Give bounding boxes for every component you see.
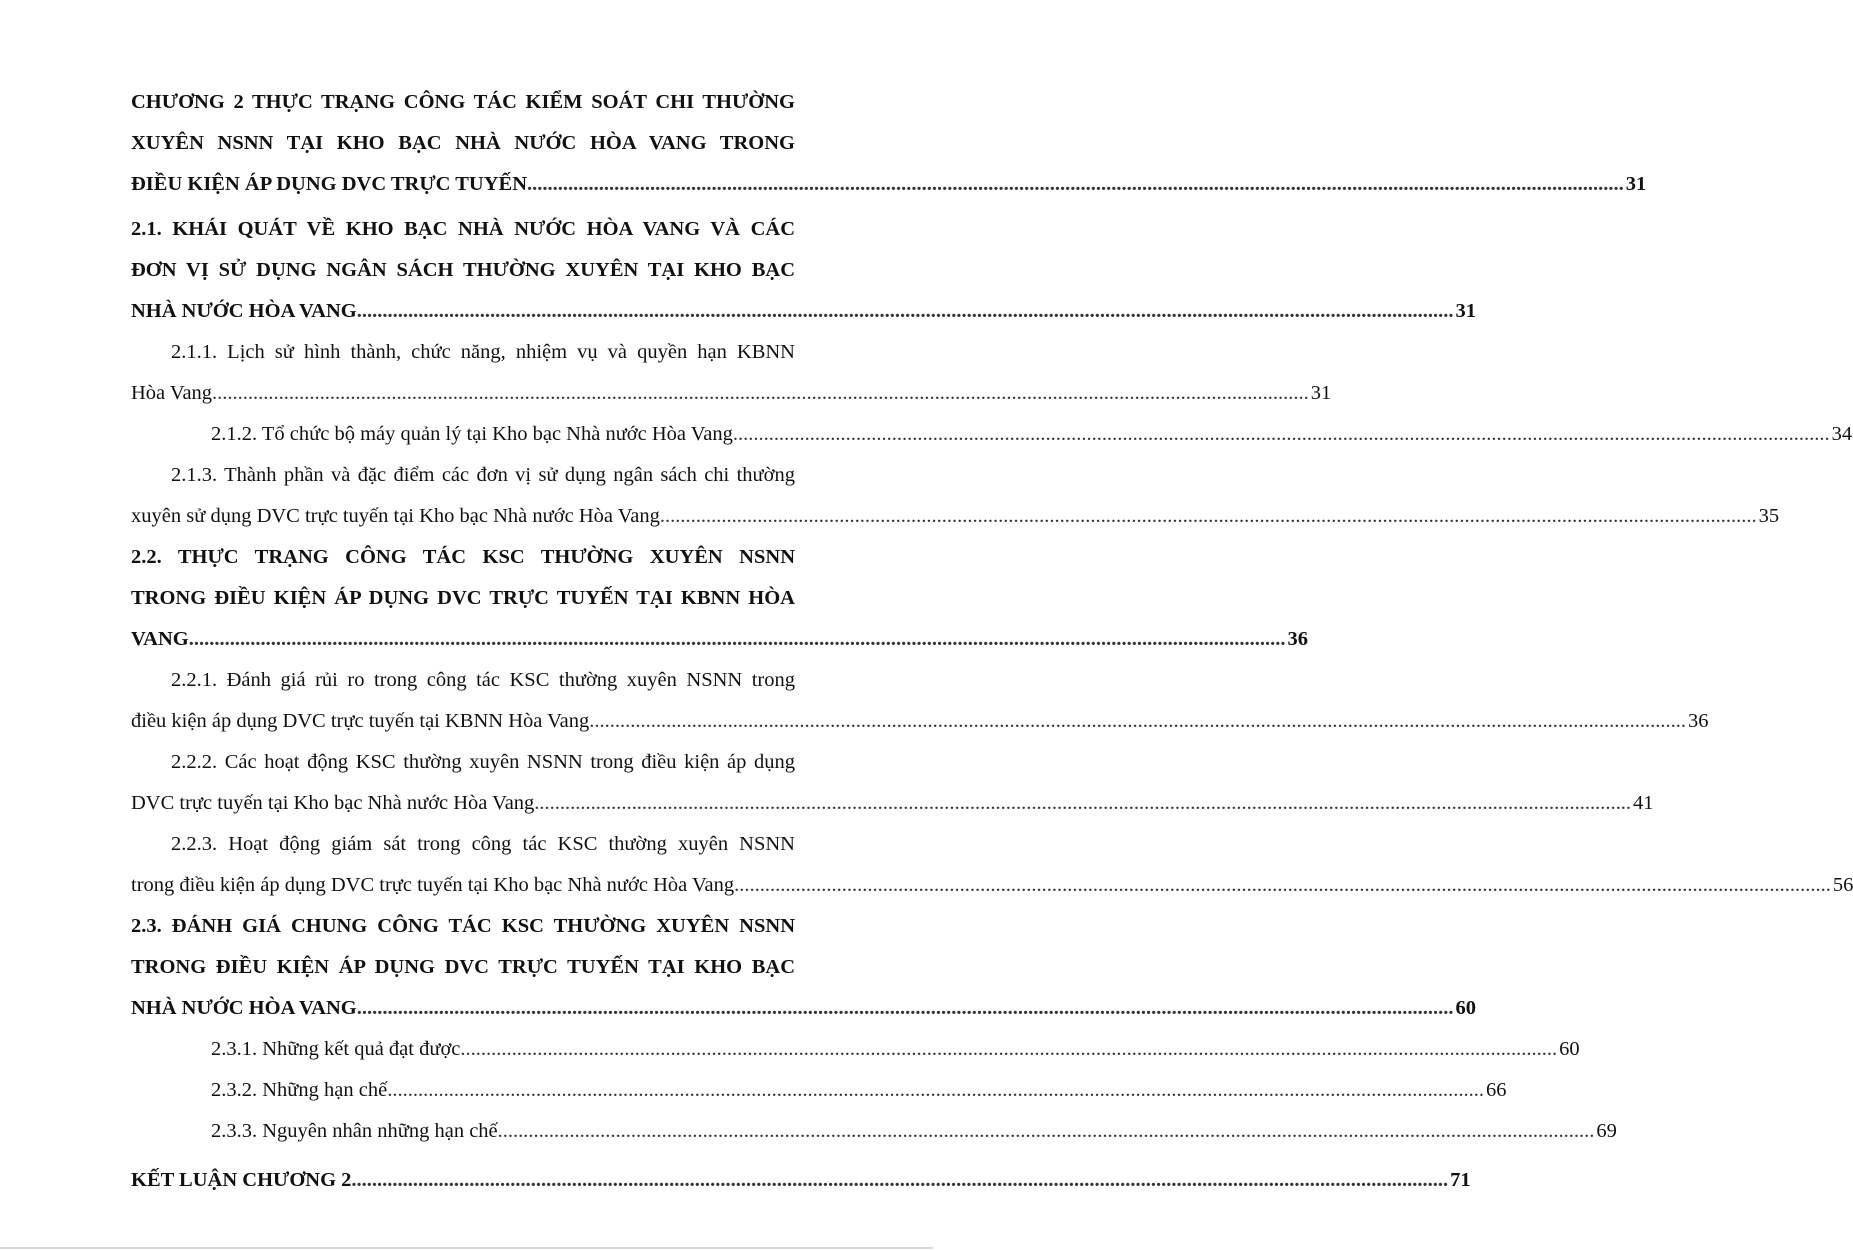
toc-line: 2.2. THỰC TRẠNG CÔNG TÁC KSC THƯỜNG XUYÊN NSNN (131, 546, 795, 568)
toc-entry-title: Hòa Vang (131, 382, 213, 404)
toc-subsection[interactable] (131, 1029, 1580, 1070)
dot-leader (660, 505, 1757, 527)
toc-entry-title: NHÀ NƯỚC HÒA VANG (131, 997, 357, 1019)
toc-entry-title: xuyên sử dụng DVC trực tuyến tại Kho bạc Nhà nước Hòa Vang (131, 505, 660, 527)
page-number: 31 (1625, 173, 1647, 195)
page-number: 31 (1310, 382, 1332, 404)
toc-entry-title: 2.3.3. Nguyên nhân những hạn chế (211, 1120, 498, 1142)
page-number: 31 (1455, 300, 1476, 322)
dot-leader (734, 874, 1831, 896)
toc-entry-title: 2.3.1. Những kết quả đạt được (211, 1038, 461, 1060)
page-number: 36 (1287, 628, 1308, 650)
toc-line: 2.1. KHÁI QUÁT VỀ KHO BẠC NHÀ NƯỚC HÒA VANG VÀ CÁC (131, 218, 795, 240)
page-number: 69 (1596, 1120, 1617, 1142)
toc-subsection[interactable] (131, 455, 1780, 537)
toc-last-line (131, 291, 1476, 332)
toc-line: 2.1.1. Lịch sử hình thành, chức năng, nhiệm vụ và quyền hạn KBNN (171, 341, 795, 363)
toc-last-line (131, 865, 1853, 906)
toc-subsection[interactable] (131, 1111, 1617, 1152)
toc-last-line (131, 496, 1780, 537)
toc-section[interactable] (131, 209, 1476, 332)
toc-line: TRONG ĐIỀU KIỆN ÁP DỤNG DVC TRỰC TUYẾN TẠI KHO BẠC (131, 956, 795, 978)
toc-line: TRONG ĐIỀU KIỆN ÁP DỤNG DVC TRỰC TUYẾN TẠI KBNN HÒA (131, 587, 795, 609)
toc-last-line (131, 619, 1308, 660)
toc-subsection[interactable] (131, 332, 1332, 414)
dot-leader (351, 1169, 1448, 1191)
dot-leader (534, 792, 1631, 814)
page-number: 60 (1455, 997, 1476, 1019)
dot-leader (527, 173, 1624, 195)
dot-leader (189, 628, 1286, 650)
toc-subsection[interactable] (131, 1070, 1507, 1111)
toc-last-line (131, 373, 1332, 414)
toc-subsection[interactable] (131, 660, 1709, 742)
dot-leader (589, 710, 1686, 732)
page-number: 35 (1758, 505, 1780, 527)
toc-entry-title: 2.1.2. Tổ chức bộ máy quản lý tại Kho bạc Nhà nước Hòa Vang (211, 423, 733, 445)
toc-chapter[interactable] (131, 82, 1647, 205)
page-number: 56 (1832, 874, 1853, 896)
toc-line: 2.2.3. Hoạt động giám sát trong công tác KSC thường xuyên NSNN (171, 833, 795, 855)
toc-last-line (131, 164, 1647, 205)
toc-last-line (131, 1111, 1617, 1152)
toc-entry-title: DVC trực tuyến tại Kho bạc Nhà nước Hòa Vang (131, 792, 535, 814)
toc-entry-title: NHÀ NƯỚC HÒA VANG (131, 300, 357, 322)
toc-entry-title: VANG (131, 628, 189, 650)
dot-leader (212, 382, 1309, 404)
toc-last-line (131, 1029, 1580, 1070)
page-number: 34 (1831, 423, 1853, 445)
page-number: 36 (1688, 710, 1709, 732)
dot-leader (387, 1079, 1484, 1101)
toc-line: CHƯƠNG 2 THỰC TRẠNG CÔNG TÁC KIỂM SOÁT CHI THƯỜNG (131, 91, 795, 113)
toc-section[interactable] (131, 537, 1308, 660)
page-number: 71 (1450, 1169, 1471, 1191)
toc-chapter[interactable] (131, 1160, 1471, 1201)
toc-entry-title: ĐIỀU KIỆN ÁP DỤNG DVC TRỰC TUYẾN (131, 173, 527, 195)
dot-leader (733, 423, 1830, 445)
toc-line: 2.1.3. Thành phần và đặc điểm các đơn vị sử dụng ngân sách chi thường (171, 464, 795, 486)
toc-line: 2.3. ĐÁNH GIÁ CHUNG CÔNG TÁC KSC THƯỜNG XUYÊN NSNN (131, 915, 795, 937)
page-number: 41 (1633, 792, 1654, 814)
dot-leader (498, 1120, 1595, 1142)
toc-last-line (131, 1070, 1507, 1111)
toc-entry-title: 2.3.2. Những hạn chế (211, 1079, 388, 1101)
page-number: 66 (1485, 1079, 1507, 1101)
toc-line: ĐƠN VỊ SỬ DỤNG NGÂN SÁCH THƯỜNG XUYÊN TẠI KHO BẠC (131, 259, 795, 281)
dot-leader (357, 997, 1454, 1019)
dot-leader (460, 1038, 1557, 1060)
toc-subsection[interactable] (131, 414, 1853, 455)
toc-last-line (131, 701, 1709, 742)
dot-leader (357, 300, 1454, 322)
toc-last-line (131, 783, 1654, 824)
toc-entry-title: KẾT LUẬN CHƯƠNG 2 (131, 1169, 352, 1191)
toc-entry-title: trong điều kiện áp dụng DVC trực tuyến tại Kho bạc Nhà nước Hòa Vang (131, 874, 735, 896)
toc-section[interactable] (131, 906, 1476, 1029)
toc-line: XUYÊN NSNN TẠI KHO BẠC NHÀ NƯỚC HÒA VANG TRONG (131, 132, 795, 154)
toc-entry-title: điều kiện áp dụng DVC trực tuyến tại KBNN Hòa Vang (131, 710, 590, 732)
page-number: 60 (1559, 1038, 1580, 1060)
toc-last-line (131, 414, 1853, 455)
toc-line: 2.2.2. Các hoạt động KSC thường xuyên NSNN trong điều kiện áp dụng (171, 751, 795, 773)
toc-line: 2.2.1. Đánh giá rủi ro trong công tác KSC thường xuyên NSNN trong (171, 669, 795, 691)
table-of-contents (131, 82, 1853, 1201)
page-bottom-edge (0, 1247, 933, 1249)
toc-last-line (131, 1160, 1471, 1201)
toc-subsection[interactable] (131, 824, 1853, 906)
toc-subsection[interactable] (131, 742, 1654, 824)
toc-last-line (131, 988, 1476, 1029)
